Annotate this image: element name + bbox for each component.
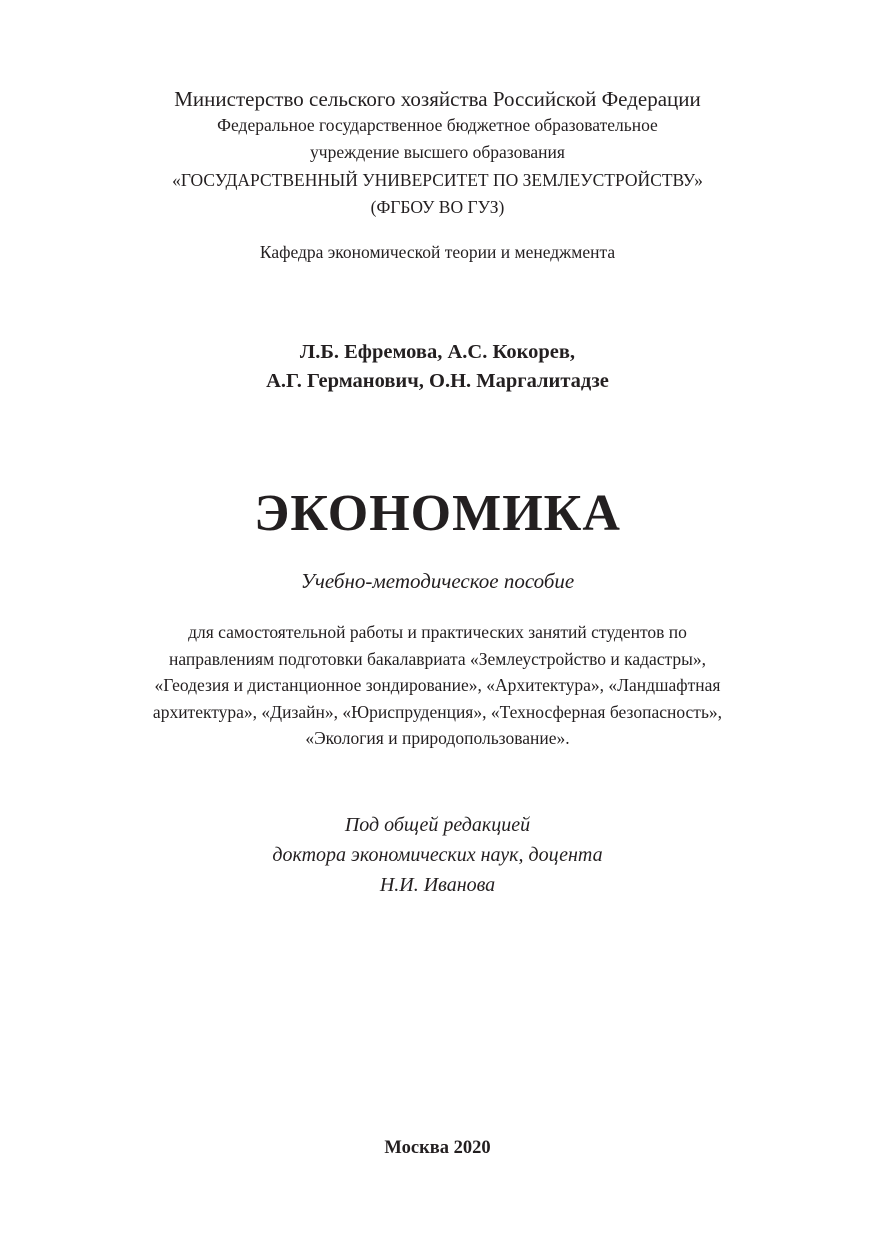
editor-line1: Под общей редакцией bbox=[344, 814, 531, 836]
university-name: «ГОСУДАРСТВЕННЫЙ УНИВЕРСИТЕТ ПО ЗЕМЛЕУСТРОЙСТВУ» bbox=[172, 170, 703, 190]
editor-name: Н.И. Иванова bbox=[379, 874, 496, 896]
ministry-name: Министерство сельского хозяйства Российской Федерации bbox=[174, 87, 701, 111]
authors-line2: А.Г. Германович, О.Н. Маргалитадзе bbox=[266, 370, 609, 392]
city-year: Москва 2020 bbox=[384, 1138, 491, 1158]
department-name: Кафедра экономической теории и менеджмента bbox=[259, 242, 616, 262]
description-line2: направлениям подготовки бакалавриата «Землеустройство и кадастры», bbox=[168, 648, 707, 669]
book-subtitle: Учебно-методическое пособие bbox=[300, 569, 575, 593]
editor-credit bbox=[0, 810, 875, 900]
institution-header bbox=[0, 86, 875, 220]
description-line3: «Геодезия и дистанционное зондирование», «Архитектура», «Ландшафтная bbox=[154, 675, 721, 695]
authors-line1: Л.Б. Ефремова, А.С. Кокорев, bbox=[299, 341, 576, 363]
editor-line2: доктора экономических наук, доцента bbox=[272, 844, 603, 866]
book-description bbox=[0, 619, 875, 752]
description-line1: для самостоятельной работы и практических занятий студентов по bbox=[188, 622, 687, 642]
description-line5: «Экология и природопользование». bbox=[305, 728, 570, 748]
institution-type-line2: учреждение высшего образования bbox=[310, 142, 565, 162]
description-line4: архитектура», «Дизайн», «Юриспруденция», «Техносферная безопасность», bbox=[152, 701, 723, 722]
book-title: ЭКОНОМИКА bbox=[254, 485, 621, 542]
institution-type-line1: Федеральное государственное бюджетное образовательное bbox=[217, 115, 658, 135]
university-abbreviation: (ФГБОУ ВО ГУЗ) bbox=[370, 197, 505, 217]
authors bbox=[0, 338, 875, 396]
